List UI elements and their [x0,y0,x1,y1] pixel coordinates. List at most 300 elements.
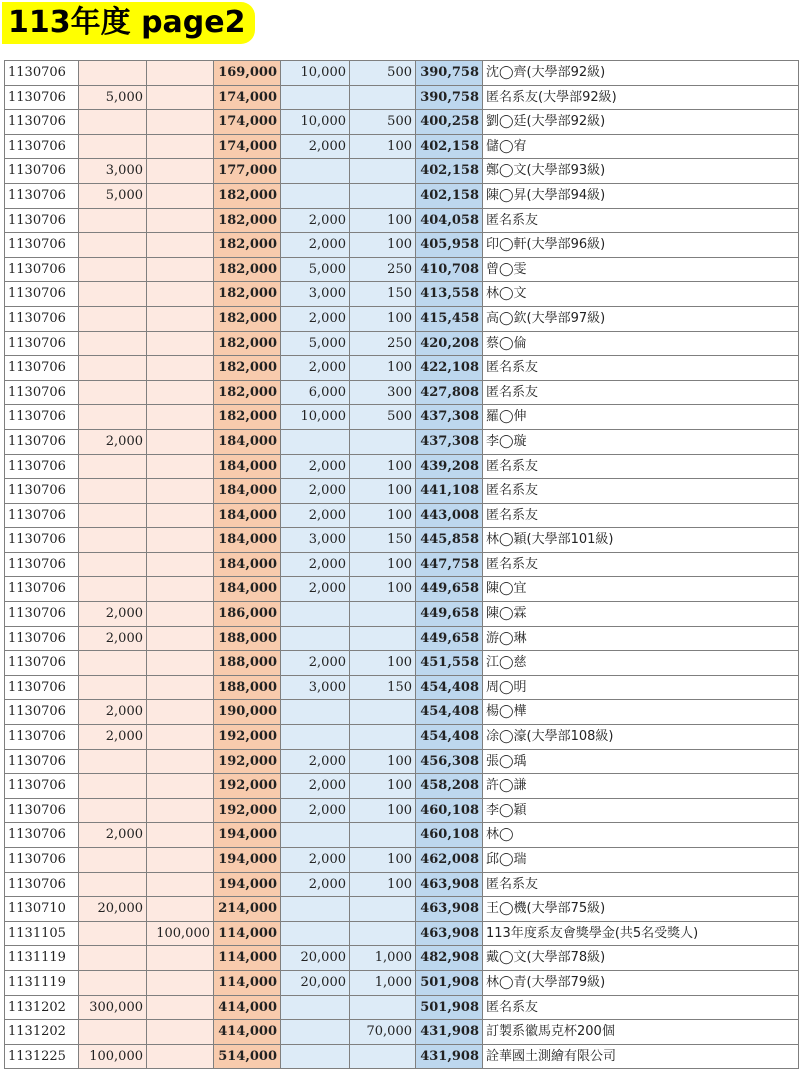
fee-cell [350,602,416,627]
balance-b-cell: 454,408 [416,725,483,750]
donation-cell [281,995,350,1020]
balance-a-cell: 174,000 [214,134,281,159]
expense-cell [147,233,214,258]
balance-b-cell: 447,758 [416,552,483,577]
expense-cell [147,85,214,110]
balance-a-cell: 182,000 [214,233,281,258]
fee-cell [350,1044,416,1069]
income-cell [79,405,147,430]
balance-b-cell: 449,658 [416,626,483,651]
donation-cell [281,429,350,454]
donation-cell [281,921,350,946]
balance-a-cell: 186,000 [214,602,281,627]
balance-a-cell: 188,000 [214,651,281,676]
balance-a-cell: 514,000 [214,1044,281,1069]
fee-cell [350,159,416,184]
donation-cell: 2,000 [281,134,350,159]
fee-cell: 100 [350,233,416,258]
income-cell [79,61,147,86]
ledger-table [4,60,799,1069]
balance-b-cell: 441,108 [416,479,483,504]
balance-a-cell: 114,000 [214,921,281,946]
donation-cell [281,85,350,110]
donation-cell: 3,000 [281,675,350,700]
balance-b-cell: 420,208 [416,331,483,356]
note-cell: 匿名系友 [483,479,799,504]
table-row [5,331,799,356]
income-cell [79,233,147,258]
fee-cell: 150 [350,528,416,553]
income-cell [79,306,147,331]
expense-cell [147,282,214,307]
table-row [5,503,799,528]
expense-cell [147,995,214,1020]
note-cell: 匿名系友 [483,503,799,528]
expense-cell [147,700,214,725]
table-row [5,257,799,282]
fee-cell: 300 [350,380,416,405]
date-cell: 1131119 [5,946,79,971]
ledger-body [5,61,799,1069]
note-cell: 匿名系友(大學部92級) [483,85,799,110]
balance-a-cell: 414,000 [214,995,281,1020]
balance-b-cell: 402,158 [416,159,483,184]
date-cell: 1130706 [5,356,79,381]
balance-a-cell: 184,000 [214,577,281,602]
table-row [5,208,799,233]
note-cell: 林◯青(大學部79級) [483,970,799,995]
income-cell [79,774,147,799]
page-header [0,0,800,50]
donation-cell: 2,000 [281,503,350,528]
table-row [5,61,799,86]
fee-cell [350,897,416,922]
table-row [5,183,799,208]
note-cell: 匿名系友 [483,454,799,479]
fee-cell: 100 [350,306,416,331]
table-row [5,405,799,430]
fee-cell: 100 [350,848,416,873]
date-cell: 1130706 [5,479,79,504]
balance-b-cell: 445,858 [416,528,483,553]
fee-cell: 250 [350,331,416,356]
balance-a-cell: 192,000 [214,774,281,799]
expense-cell [147,798,214,823]
note-cell: 匿名系友 [483,995,799,1020]
fee-cell: 100 [350,208,416,233]
income-cell [79,282,147,307]
expense-cell [147,946,214,971]
note-cell: 戴◯文(大學部78級) [483,946,799,971]
fee-cell: 100 [350,798,416,823]
note-cell: 楊◯樺 [483,700,799,725]
donation-cell [281,725,350,750]
fee-cell [350,85,416,110]
note-cell: 鄭◯文(大學部93級) [483,159,799,184]
donation-cell [281,1020,350,1045]
balance-a-cell: 184,000 [214,528,281,553]
note-cell: 邱◯瑞 [483,848,799,873]
table-row [5,356,799,381]
fee-cell: 500 [350,110,416,135]
note-cell: 蔡◯倫 [483,331,799,356]
expense-cell [147,872,214,897]
note-cell: 凃◯濠(大學部108級) [483,725,799,750]
income-cell: 3,000 [79,159,147,184]
date-cell: 1130706 [5,331,79,356]
balance-b-cell: 463,908 [416,872,483,897]
balance-a-cell: 194,000 [214,872,281,897]
page-title: 113年度 page2 [2,2,255,44]
fee-cell [350,995,416,1020]
expense-cell [147,774,214,799]
balance-b-cell: 431,908 [416,1044,483,1069]
note-cell: 羅◯伸 [483,405,799,430]
date-cell: 1130710 [5,897,79,922]
donation-cell [281,700,350,725]
balance-b-cell: 463,908 [416,921,483,946]
donation-cell: 3,000 [281,282,350,307]
income-cell: 100,000 [79,1044,147,1069]
table-row [5,134,799,159]
fee-cell: 1,000 [350,946,416,971]
table-row [5,429,799,454]
balance-b-cell: 437,308 [416,429,483,454]
balance-b-cell: 427,808 [416,380,483,405]
donation-cell: 2,000 [281,872,350,897]
table-row [5,85,799,110]
donation-cell [281,1044,350,1069]
note-cell: 張◯瑀 [483,749,799,774]
income-cell: 2,000 [79,725,147,750]
income-cell [79,134,147,159]
date-cell: 1130706 [5,380,79,405]
table-row [5,946,799,971]
date-cell: 1131225 [5,1044,79,1069]
date-cell: 1131202 [5,995,79,1020]
table-row [5,848,799,873]
note-cell: 林◯ [483,823,799,848]
date-cell: 1130706 [5,577,79,602]
note-cell: 周◯明 [483,675,799,700]
donation-cell: 2,000 [281,233,350,258]
income-cell [79,675,147,700]
income-cell [79,528,147,553]
note-cell: 林◯穎(大學部101級) [483,528,799,553]
date-cell: 1130706 [5,183,79,208]
expense-cell [147,602,214,627]
date-cell: 1130706 [5,208,79,233]
balance-b-cell: 431,908 [416,1020,483,1045]
note-cell: 江◯慈 [483,651,799,676]
note-cell: 儲◯宥 [483,134,799,159]
donation-cell [281,897,350,922]
balance-a-cell: 214,000 [214,897,281,922]
table-row [5,306,799,331]
donation-cell [281,159,350,184]
balance-b-cell: 501,908 [416,970,483,995]
fee-cell: 70,000 [350,1020,416,1045]
income-cell [79,848,147,873]
donation-cell: 2,000 [281,552,350,577]
date-cell: 1130706 [5,774,79,799]
donation-cell: 2,000 [281,356,350,381]
note-cell: 詮華國土測繪有限公司 [483,1044,799,1069]
income-cell: 2,000 [79,602,147,627]
balance-a-cell: 182,000 [214,282,281,307]
table-row [5,577,799,602]
date-cell: 1130706 [5,872,79,897]
balance-a-cell: 114,000 [214,970,281,995]
fee-cell: 100 [350,454,416,479]
expense-cell [147,970,214,995]
income-cell [79,208,147,233]
expense-cell [147,306,214,331]
note-cell: 陳◯昇(大學部94級) [483,183,799,208]
income-cell: 5,000 [79,85,147,110]
table-row [5,651,799,676]
table-row [5,700,799,725]
table-row [5,921,799,946]
donation-cell: 2,000 [281,749,350,774]
income-cell [79,503,147,528]
balance-a-cell: 188,000 [214,675,281,700]
note-cell: 陳◯霖 [483,602,799,627]
expense-cell [147,848,214,873]
note-cell: 高◯欽(大學部97級) [483,306,799,331]
balance-a-cell: 114,000 [214,946,281,971]
expense-cell [147,257,214,282]
donation-cell: 20,000 [281,946,350,971]
balance-a-cell: 182,000 [214,405,281,430]
expense-cell [147,429,214,454]
note-cell: 曾◯雯 [483,257,799,282]
expense-cell [147,356,214,381]
donation-cell: 2,000 [281,651,350,676]
balance-b-cell: 410,708 [416,257,483,282]
date-cell: 1130706 [5,85,79,110]
fee-cell: 100 [350,552,416,577]
balance-b-cell: 415,458 [416,306,483,331]
balance-b-cell: 437,308 [416,405,483,430]
table-row [5,798,799,823]
table-row [5,995,799,1020]
expense-cell [147,159,214,184]
expense-cell [147,331,214,356]
fee-cell: 100 [350,134,416,159]
balance-b-cell: 422,108 [416,356,483,381]
fee-cell: 100 [350,872,416,897]
income-cell [79,946,147,971]
date-cell: 1130706 [5,528,79,553]
date-cell: 1130706 [5,503,79,528]
donation-cell: 2,000 [281,577,350,602]
balance-b-cell: 439,208 [416,454,483,479]
balance-a-cell: 182,000 [214,208,281,233]
income-cell [79,257,147,282]
income-cell: 2,000 [79,626,147,651]
expense-cell [147,479,214,504]
date-cell: 1130706 [5,61,79,86]
balance-a-cell: 184,000 [214,479,281,504]
date-cell: 1130706 [5,233,79,258]
note-cell: 許◯謙 [483,774,799,799]
table-row [5,282,799,307]
expense-cell [147,577,214,602]
note-cell: 游◯琳 [483,626,799,651]
income-cell: 2,000 [79,823,147,848]
table-row [5,872,799,897]
date-cell: 1131202 [5,1020,79,1045]
income-cell [79,651,147,676]
table-row [5,774,799,799]
income-cell: 300,000 [79,995,147,1020]
note-cell: 李◯穎 [483,798,799,823]
income-cell [79,970,147,995]
date-cell: 1130706 [5,848,79,873]
balance-b-cell: 454,408 [416,675,483,700]
expense-cell [147,110,214,135]
table-row [5,1044,799,1069]
expense-cell [147,749,214,774]
balance-a-cell: 174,000 [214,110,281,135]
expense-cell [147,552,214,577]
table-row [5,110,799,135]
balance-a-cell: 184,000 [214,429,281,454]
donation-cell [281,626,350,651]
income-cell [79,552,147,577]
date-cell: 1130706 [5,552,79,577]
fee-cell [350,183,416,208]
fee-cell [350,823,416,848]
table-row [5,675,799,700]
fee-cell [350,626,416,651]
table-row [5,749,799,774]
date-cell: 1130706 [5,725,79,750]
table-row [5,823,799,848]
balance-b-cell: 460,108 [416,798,483,823]
donation-cell: 3,000 [281,528,350,553]
table-row [5,1020,799,1045]
balance-b-cell: 405,958 [416,233,483,258]
note-cell: 沈◯齊(大學部92級) [483,61,799,86]
note-cell: 劉◯廷(大學部92級) [483,110,799,135]
date-cell: 1130706 [5,675,79,700]
date-cell: 1131119 [5,970,79,995]
balance-a-cell: 188,000 [214,626,281,651]
table-row [5,897,799,922]
date-cell: 1130706 [5,700,79,725]
donation-cell: 10,000 [281,61,350,86]
table-row [5,626,799,651]
balance-b-cell: 456,308 [416,749,483,774]
expense-cell [147,528,214,553]
balance-a-cell: 192,000 [214,725,281,750]
donation-cell: 10,000 [281,405,350,430]
fee-cell: 100 [350,479,416,504]
balance-a-cell: 192,000 [214,749,281,774]
balance-a-cell: 192,000 [214,798,281,823]
balance-b-cell: 449,658 [416,602,483,627]
balance-a-cell: 182,000 [214,257,281,282]
donation-cell: 2,000 [281,848,350,873]
donation-cell: 2,000 [281,798,350,823]
donation-cell: 2,000 [281,208,350,233]
fee-cell: 150 [350,282,416,307]
donation-cell: 2,000 [281,479,350,504]
donation-cell: 5,000 [281,257,350,282]
date-cell: 1130706 [5,306,79,331]
fee-cell: 250 [350,257,416,282]
donation-cell: 10,000 [281,110,350,135]
fee-cell: 100 [350,356,416,381]
income-cell [79,356,147,381]
expense-cell [147,405,214,430]
balance-b-cell: 458,208 [416,774,483,799]
expense-cell: 100,000 [147,921,214,946]
donation-cell: 2,000 [281,306,350,331]
expense-cell [147,183,214,208]
expense-cell [147,134,214,159]
fee-cell: 100 [350,774,416,799]
balance-b-cell: 402,158 [416,134,483,159]
balance-a-cell: 414,000 [214,1020,281,1045]
date-cell: 1130706 [5,823,79,848]
balance-b-cell: 390,758 [416,61,483,86]
donation-cell: 5,000 [281,331,350,356]
balance-a-cell: 184,000 [214,503,281,528]
note-cell: 李◯璇 [483,429,799,454]
income-cell [79,872,147,897]
date-cell: 1130706 [5,454,79,479]
income-cell: 20,000 [79,897,147,922]
income-cell [79,479,147,504]
balance-b-cell: 460,108 [416,823,483,848]
balance-b-cell: 482,908 [416,946,483,971]
donation-cell [281,602,350,627]
expense-cell [147,454,214,479]
expense-cell [147,651,214,676]
income-cell: 2,000 [79,700,147,725]
donation-cell: 2,000 [281,454,350,479]
income-cell [79,749,147,774]
balance-a-cell: 182,000 [214,306,281,331]
balance-b-cell: 462,008 [416,848,483,873]
expense-cell [147,897,214,922]
table-row [5,725,799,750]
note-cell: 王◯機(大學部75級) [483,897,799,922]
fee-cell: 500 [350,405,416,430]
date-cell: 1130706 [5,405,79,430]
balance-b-cell: 443,008 [416,503,483,528]
fee-cell [350,921,416,946]
expense-cell [147,675,214,700]
fee-cell: 100 [350,749,416,774]
table-row [5,454,799,479]
balance-a-cell: 194,000 [214,823,281,848]
date-cell: 1130706 [5,159,79,184]
donation-cell [281,183,350,208]
table-row [5,528,799,553]
balance-b-cell: 454,408 [416,700,483,725]
income-cell [79,1020,147,1045]
balance-a-cell: 184,000 [214,454,281,479]
balance-b-cell: 404,058 [416,208,483,233]
table-row [5,159,799,184]
fee-cell [350,725,416,750]
balance-a-cell: 182,000 [214,331,281,356]
balance-a-cell: 182,000 [214,356,281,381]
